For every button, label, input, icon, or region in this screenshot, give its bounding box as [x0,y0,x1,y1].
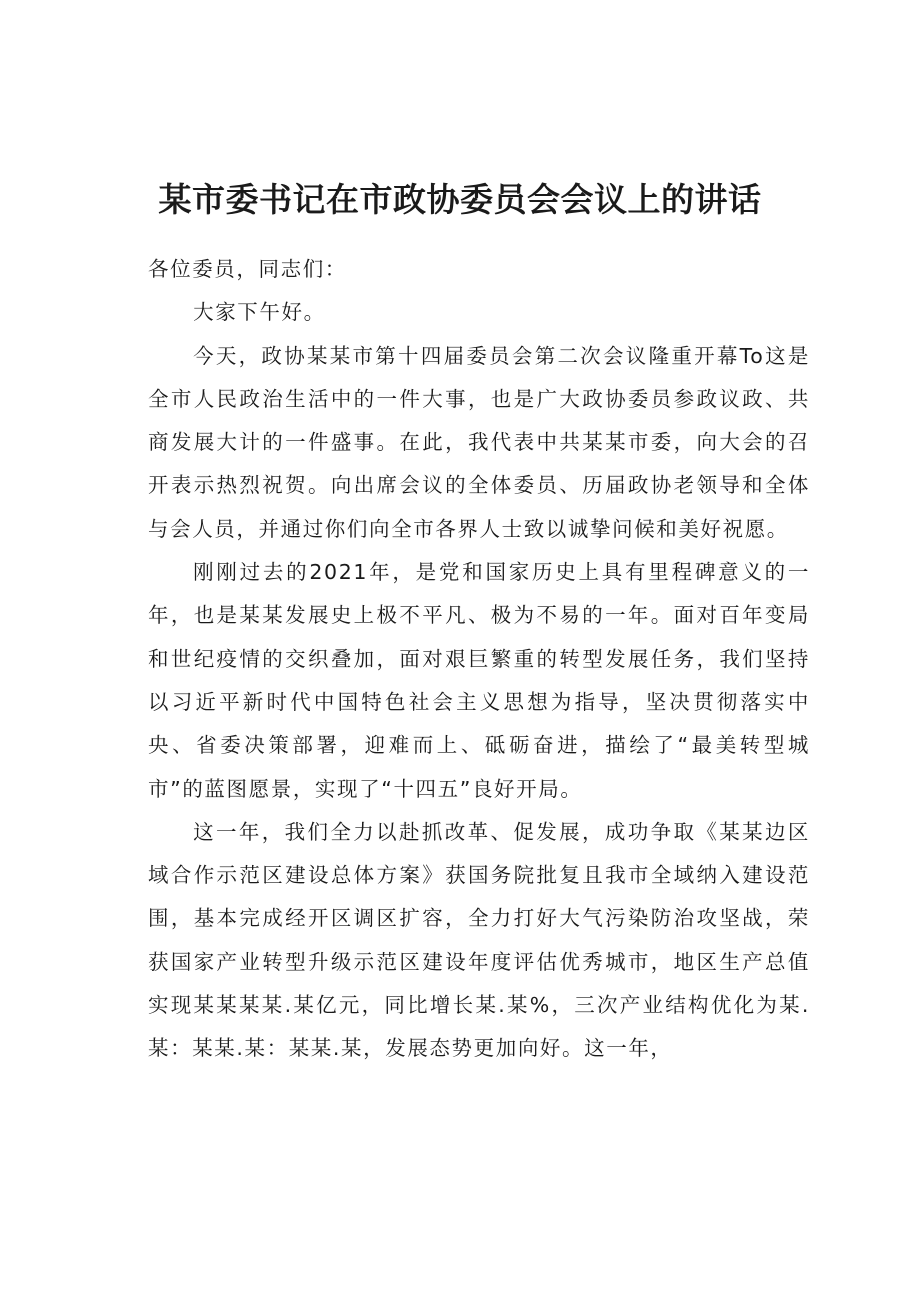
salutation: 各位委员，同志们： [148,257,347,281]
paragraph-achievements: 这一年，我们全力以赴抓改革、促发展，成功争取《某某边区域合作示范区建设总体方案》获国务院批复且我市全域纳入建设范围，基本完成经开区调区扩容，全力打好大气污染防治攻坚战，荣获国家产业转型升级示范区建设年度评估优秀城市，地区生产总值实现某某某某.某亿元，同比增长某.某%，三次产业结构优化为某.某：某某.某：某某.某，发展态势更加向好。这一年， [148,819,810,1061]
document-title: 某市委书记在市政协委员会会议上的讲话 [158,180,762,220]
document-body [148,248,810,1071]
paragraph-review-2021: 刚刚过去的2021年，是党和国家历史上具有里程碑意义的一年，也是某某发展史上极不平凡、极为不易的一年。面对百年变局和世纪疫情的交织叠加，面对艰巨繁重的转型发展任务，我们坚持以习近平新时代中国特色社会主义思想为指导，坚决贯彻落实中央、省委决策部署，迎难而上、砥砺奋进，描绘了“最美转型城市”的蓝图愿景，实现了“十四五”良好开局。 [148,560,810,801]
paragraph-opening: 今天，政协某某市第十四届委员会第二次会议隆重开幕To这是全市人民政治生活中的一件大事，也是广大政协委员参政议政、共商发展大计的一件盛事。在此，我代表中共某某市委，向大会的召开表示热烈祝贺。向出席会议的全体委员、历届政协老领导和全体与会人员，并通过你们向全市各界人士致以诚挚问候和美好祝愿。 [148,343,810,541]
paragraph-greeting: 大家下午好。 [193,300,326,325]
